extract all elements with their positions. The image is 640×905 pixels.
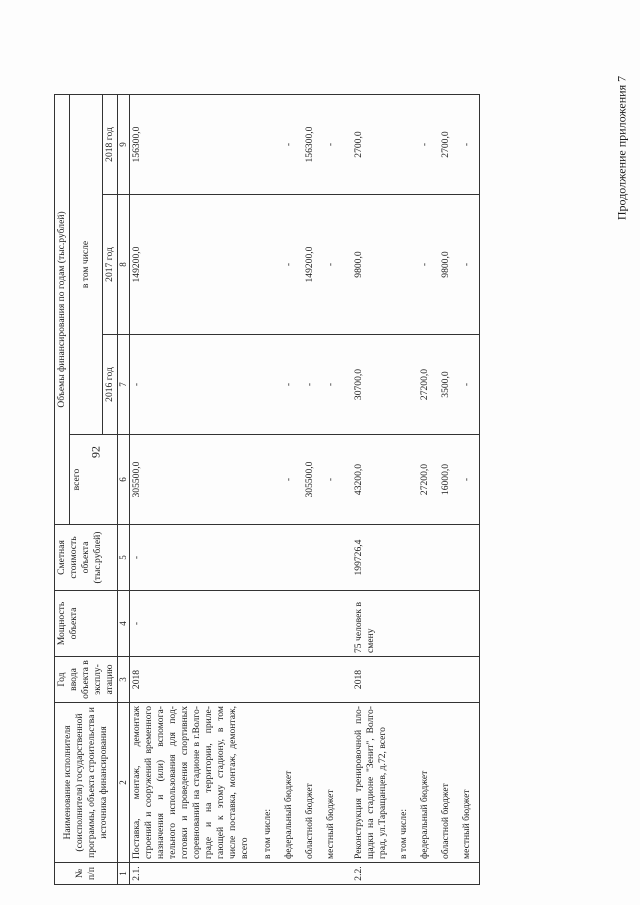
sub-2017: 149200,0 <box>296 195 317 335</box>
sub-total: - <box>453 435 479 525</box>
sub-2016: - <box>317 335 345 435</box>
col-number: 7 <box>117 335 129 435</box>
header-2016: 2016 год <box>102 335 117 435</box>
row-2016: 30700,0 <box>345 335 390 435</box>
col-number: 6 <box>117 435 129 525</box>
sub-total: 305500,0 <box>296 435 317 525</box>
col-number: 8 <box>117 195 129 335</box>
table-container <box>54 95 617 885</box>
header-2018: 2018 год <box>102 95 117 195</box>
sub-2017: - <box>453 195 479 335</box>
sub-label: местный бюджет <box>453 703 479 863</box>
sub-2018: 156300,0 <box>296 95 317 195</box>
row-2017: 149200,0 <box>130 195 252 335</box>
financing-table <box>54 94 480 885</box>
sub-total: 27200,0 <box>411 435 432 525</box>
sub-label: федеральный бюджет <box>275 703 296 863</box>
table-row <box>130 95 252 885</box>
col-number: 5 <box>117 525 129 591</box>
sub-2017: - <box>275 195 296 335</box>
table-row <box>275 95 296 885</box>
header-name: Наименование исполнителя (соисполнителя) государственной программы, объекта строительства и источника финансирования <box>55 703 118 863</box>
table-row <box>432 95 453 885</box>
sub-2016: - <box>275 335 296 435</box>
sub-label: местный бюджет <box>317 703 345 863</box>
sub-2018: - <box>453 95 479 195</box>
row-year: 2018 <box>130 657 252 703</box>
col-number: 4 <box>117 591 129 657</box>
column-number-row <box>117 95 129 885</box>
header-year: Год ввода объекта в эксплу-атацию <box>55 657 118 703</box>
row-2017: 9800,0 <box>345 195 390 335</box>
table-row <box>390 95 411 885</box>
header-funding: Объемы финансирования по годам (тыс.рублей) <box>55 95 70 525</box>
header-2017: 2017 год <box>102 195 117 335</box>
sub-label: областной бюджет <box>432 703 453 863</box>
sub-total: - <box>275 435 296 525</box>
table-row <box>296 95 317 885</box>
appendix-caption: Продолжение приложения 7 <box>614 75 629 221</box>
col-number: 9 <box>117 95 129 195</box>
sub-label: областной бюджет <box>296 703 317 863</box>
row-cost: 199726,4 <box>345 525 390 591</box>
sub-2018: - <box>275 95 296 195</box>
sub-2017: - <box>317 195 345 335</box>
row-2016: - <box>130 335 252 435</box>
header-num: № п/п <box>55 863 118 885</box>
row-name: Реконструкция тренировочной пло-щадки на стадионе "Зенит", Волго-град, ул.Таращанцев, д.72, всего <box>345 703 390 863</box>
row-year: 2018 <box>345 657 390 703</box>
sub-2016: 27200,0 <box>411 335 432 435</box>
sub-2017: 9800,0 <box>432 195 453 335</box>
header-including: в том числе <box>69 95 102 435</box>
sub-label: федеральный бюджет <box>411 703 432 863</box>
page-number: 92 <box>88 446 103 458</box>
sub-2016: - <box>296 335 317 435</box>
sub-2016: - <box>453 335 479 435</box>
table-row <box>345 95 390 885</box>
sub-2016: 3500,0 <box>432 335 453 435</box>
row-2018: 2700,0 <box>345 95 390 195</box>
row-name: Поставка, монтаж, демонтаж строений и сооружений временного назначения и (или) вспомога-тельного использования для под-готовки и проведения спортивных соревнований на стадионе в г.Волго-граде и на территории, приле-гающей к этому стадиону, в том числе поставка, монтаж, демонтаж, всего <box>130 703 252 863</box>
sub-2017: - <box>411 195 432 335</box>
header-cost: Сметная стоимость объекта (тыс.рублей) <box>55 525 118 591</box>
sub-label: в том числе: <box>390 703 411 863</box>
col-number: 3 <box>117 657 129 703</box>
header-capacity: Мощность объекта <box>55 591 118 657</box>
sub-label: в том числе: <box>252 703 275 863</box>
row-num: 2.1. <box>130 863 252 885</box>
sub-2018: - <box>411 95 432 195</box>
sub-2018: - <box>317 95 345 195</box>
row-total: 43200,0 <box>345 435 390 525</box>
sub-total: 16000,0 <box>432 435 453 525</box>
row-capacity: 75 человек в смену <box>345 591 390 657</box>
row-cost: - <box>130 525 252 591</box>
header-total: всего <box>69 435 117 525</box>
table-row <box>252 95 275 885</box>
sub-2018: 2700,0 <box>432 95 453 195</box>
row-num: 2.2. <box>345 863 390 885</box>
row-2018: 156300,0 <box>130 95 252 195</box>
row-total: 305500,0 <box>130 435 252 525</box>
rotated-table-region <box>54 95 617 885</box>
col-number: 1 <box>117 863 129 885</box>
row-capacity: - <box>130 591 252 657</box>
col-number: 2 <box>117 703 129 863</box>
table-row <box>317 95 345 885</box>
table-row <box>453 95 479 885</box>
table-row <box>411 95 432 885</box>
sub-total: - <box>317 435 345 525</box>
